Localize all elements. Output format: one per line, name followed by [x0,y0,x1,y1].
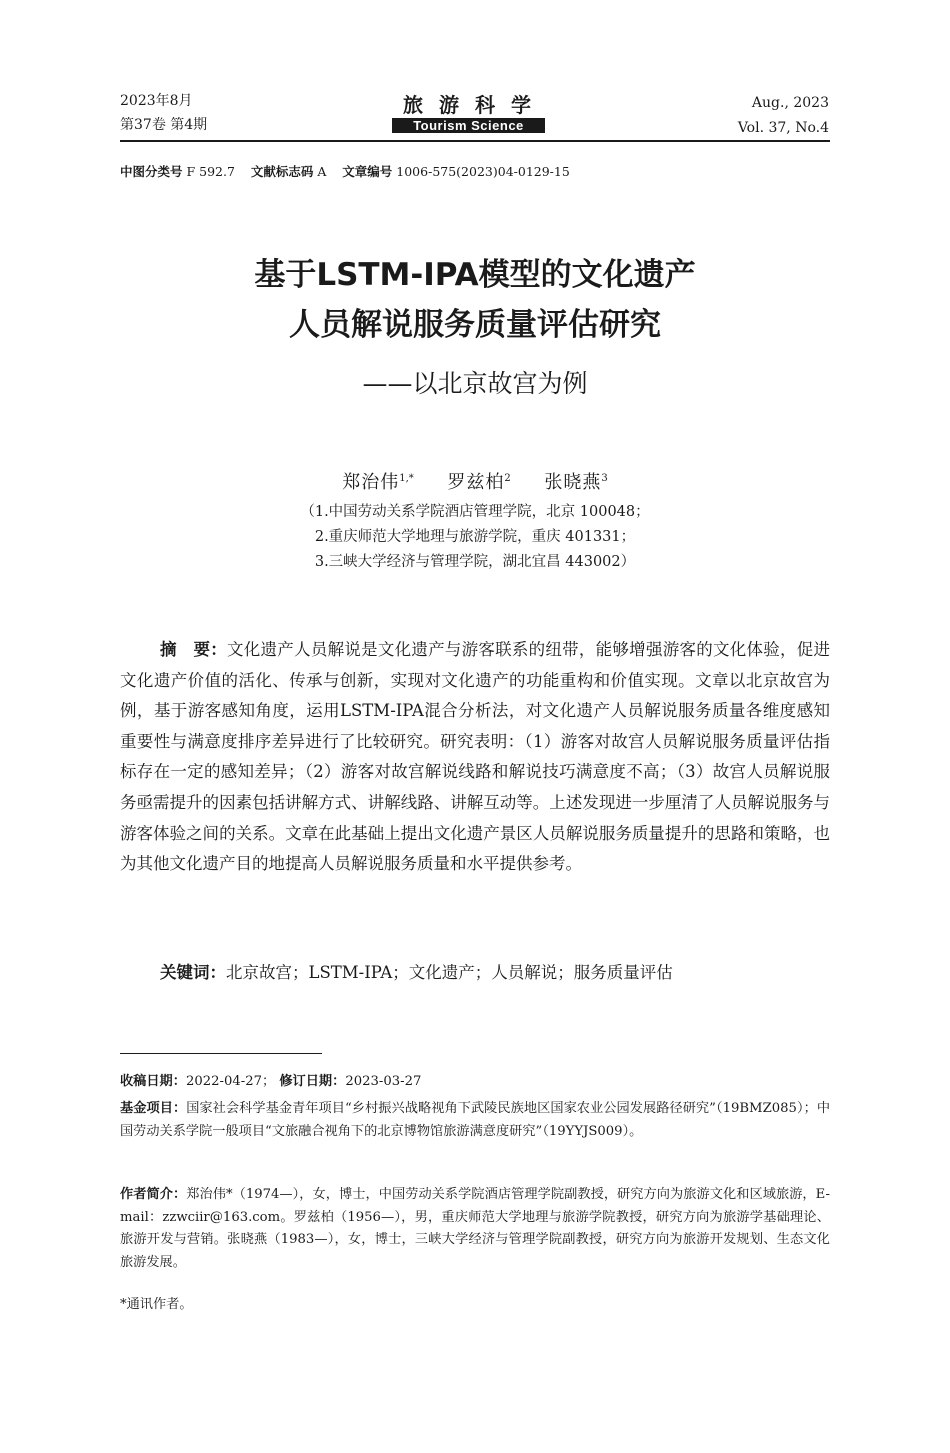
article-title-line2: 人员解说服务质量评估研究 [289,307,661,343]
article-no-label: 文章编号 [342,164,393,179]
classification-line [120,162,830,180]
keywords [160,958,830,989]
revised-date: 2023-03-27 [345,1074,422,1089]
article-subtitle: ——以北京故宫为例 [362,369,588,398]
journal-name-cn: 旅游科学 [403,93,547,117]
bio-text: 郑治伟*（1974—），女，博士，中国劳动关系学院酒店管理学院副教授，研究方向为旅游文化和区域旅游，E-mail：zzwciir@163.com。罗兹柏（1956—），男，重庆师范大学地理与旅游学院教授，研究方向为旅游学基础理论、旅游开发与营销。张晓燕（1983—），女，博士，三峡大学经济与管理学院副教授，研究方向为旅游开发规划、生态文化旅游发展。 [120,1187,831,1270]
doc-code-value: A [317,164,327,179]
author-list [120,468,830,494]
abstract-text: 文化遗产人员解说是文化遗产与游客联系的纽带，能够增强游客的文化体验，促进文化遗产价值的活化、传承与创新，实现对文化遗产的功能重构和价值实现。文章以北京故宫为例，基于游客感知角度，运用LSTM-IPA混合分析法，对文化遗产人员解说服务质量各维度感知重要性与满意度排序差异进行了比较研究。研究表明：（1）游客对故宫人员解说服务质量评估指标存在一定的感知差异；（2）游客对故宫解说线路和解说技巧满意度不高；（3）故宫人员解说服务亟需提升的因素包括讲解方式、讲解线路、讲解互动等。上述发现进一步厘清了人员解说服务与游客体验之间的关系。文章在此基础上提出文化遗产景区人员解说服务质量提升的思路和策略，也为其他文化遗产目的地提高人员解说服务质量和水平提供参考。 [120,640,831,874]
author-mark: 1,* [399,473,414,484]
article-no-value: 1006-575(2023)04-0129-15 [396,164,570,179]
affiliation-line: 3.三峡大学经济与管理学院，湖北宜昌 443002） [314,554,636,570]
header-volume-cn: 第37卷 第4期 [120,117,208,133]
bio-label: 作者简介： [120,1187,187,1202]
affiliations [120,500,830,575]
header-volume-en: Vol. 37, No.4 [737,120,829,136]
affiliation-line: 2.重庆师范大学地理与旅游学院，重庆 401331； [314,529,636,545]
footnote-fund [120,1098,830,1143]
author-name: 郑治伟 [342,472,400,493]
header-date-en: Aug., 2023 [751,95,829,111]
received-date: 2022-04-27； [185,1074,276,1089]
revised-label: 修订日期： [279,1074,346,1089]
footnote-corresponding: *通讯作者。 [120,1297,193,1312]
affiliation-line: （1.中国劳动关系学院酒店管理学院，北京 100048； [300,504,650,520]
keywords-text: 北京故宫；LSTM-IPA；文化遗产；人员解说；服务质量评估 [226,963,673,982]
author-name: 罗兹柏 [447,472,505,493]
abstract [120,635,830,880]
header-rule [120,140,830,142]
fund-text: 国家社会科学基金青年项目“乡村振兴战略视角下武陵民族地区国家农业公园发展路径研究”（19BMZ085）；中国劳动关系学院一般项目“文旅融合视角下的北京博物馆旅游满意度研究”（19YYJS009）。 [120,1101,831,1139]
author-mark: 3 [601,473,608,484]
author-mark: 2 [504,473,511,484]
header-date-cn: 2023年8月 [120,93,193,109]
received-label: 收稿日期： [120,1074,186,1089]
article-title-line1: 基于LSTM-IPA模型的文化遗产 [254,257,696,293]
clc-value: F 592.7 [186,164,235,179]
keywords-label: 关键词： [160,963,226,982]
footnote-rule [120,1053,322,1054]
author-name: 张晓燕 [544,472,602,493]
footnote-bio [120,1184,830,1274]
clc-label: 中图分类号 [120,164,183,179]
fund-label: 基金项目： [120,1101,187,1116]
footnote-dates [120,1071,830,1094]
journal-name-en: Tourism Science [392,118,545,133]
abstract-label: 摘 要： [160,640,228,659]
doc-code-label: 文献标志码 [250,164,314,179]
